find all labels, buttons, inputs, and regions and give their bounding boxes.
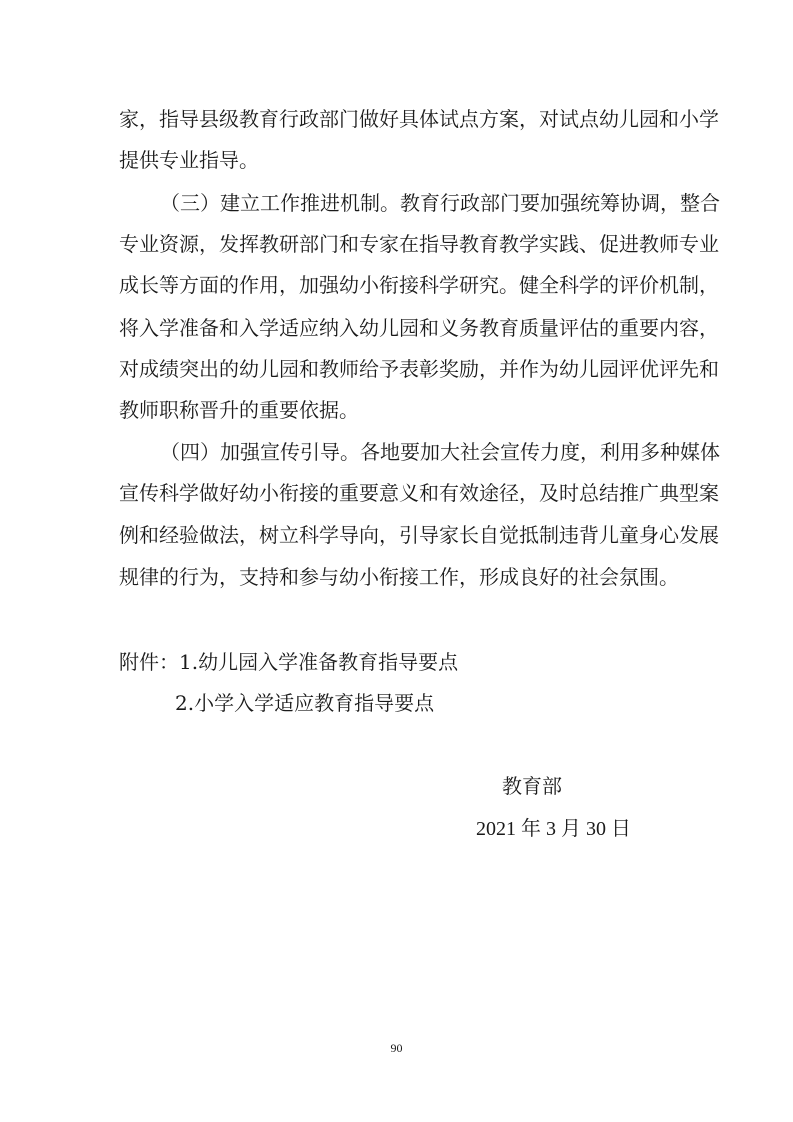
- body-line-3-section-3-heading: （三）建立工作推进机制。教育行政部门要加强统筹协调，整合: [160, 191, 720, 215]
- body-line-7: 对成绩突出的幼儿园和教师给予表彰奖励，并作为幼儿园评优评先和: [119, 357, 719, 381]
- attachment-line-1: 附件：1.幼儿园入学准备教育指导要点: [119, 650, 459, 674]
- body-line-11: 例和经验做法，树立科学导向，引导家长自觉抵制违背儿童身心发展: [119, 523, 719, 547]
- page-number: 90: [390, 1041, 403, 1055]
- body-line-6: 将入学准备和入学适应纳入幼儿园和义务教育质量评估的重要内容，: [119, 316, 719, 340]
- issue-date: 2021 年 3 月 30 日: [476, 818, 631, 840]
- body-line-10: 宣传科学做好幼小衔接的重要意义和有效途径，及时总结推广典型案: [119, 481, 719, 505]
- body-line-1: 家，指导县级教育行政部门做好具体试点方案，对试点幼儿园和小学: [119, 107, 719, 131]
- attachment-line-2: 2.小学入学适应教育指导要点: [175, 691, 435, 715]
- body-line-5: 成长等方面的作用，加强幼小衔接科学研究。健全科学的评价机制，: [119, 273, 719, 297]
- body-line-12: 规律的行为，支持和参与幼小衔接工作，形成良好的社会氛围。: [119, 565, 679, 589]
- body-line-4: 专业资源，发挥教研部门和专家在指导教育教学实践、促进教师专业: [119, 232, 719, 256]
- body-line-9-section-4-heading: （四）加强宣传引导。各地要加大社会宣传力度，利用多种媒体: [160, 440, 720, 464]
- issuer-name: 教育部: [502, 774, 562, 798]
- body-line-2: 提供专业指导。: [119, 148, 259, 172]
- body-line-8: 教师职称晋升的重要依据。: [119, 398, 359, 422]
